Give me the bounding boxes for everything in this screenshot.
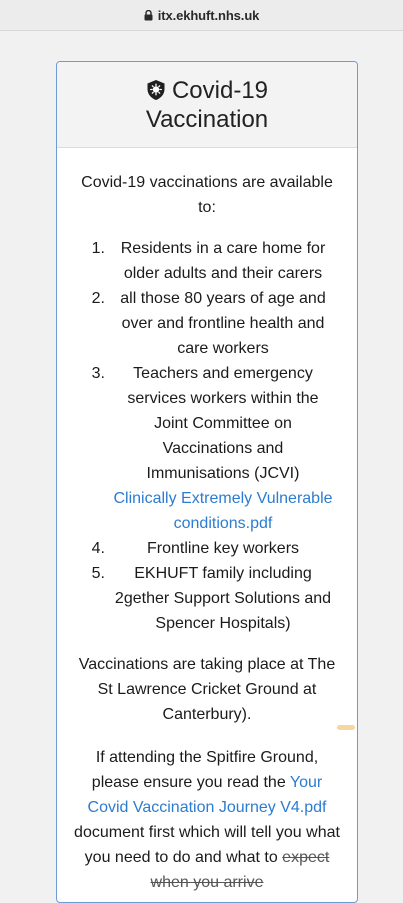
scroll-highlight-mark bbox=[337, 725, 355, 730]
list-number: 2. bbox=[91, 290, 105, 307]
card-body bbox=[57, 148, 357, 895]
list-number: 3. bbox=[91, 365, 105, 382]
list-item bbox=[71, 561, 343, 636]
list-number: 1. bbox=[91, 240, 105, 257]
url-text: itx.ekhuft.nhs.uk bbox=[157, 7, 260, 23]
address-bar[interactable] bbox=[0, 0, 403, 31]
spitfire-text-after: document first which will tell you what you need to do and what to bbox=[74, 824, 340, 866]
intro-text: Covid-19 vaccinations are available to: bbox=[81, 174, 333, 216]
card-title-line1: Covid-19 bbox=[171, 76, 269, 104]
eligibility-list bbox=[71, 236, 343, 636]
list-text: EKHUFT family including 2gether Support Solutions and Spencer Hospitals) bbox=[114, 565, 332, 632]
card-title-line2: Vaccination bbox=[145, 105, 269, 133]
lock-icon bbox=[144, 10, 153, 21]
location-text: Vaccinations are taking place at The St Lawrence Cricket Ground at Canterbury). bbox=[78, 656, 336, 723]
list-item bbox=[71, 536, 343, 561]
shield-virus-icon bbox=[146, 79, 166, 101]
list-text: all those 80 years of age and over and frontline health and care workers bbox=[120, 290, 326, 357]
list-number: 5. bbox=[91, 565, 105, 582]
card-header bbox=[57, 62, 357, 148]
list-item bbox=[71, 361, 343, 536]
spitfire-text-before: If attending the Spitfire Ground, please ensure you read the bbox=[91, 749, 319, 791]
cev-conditions-pdf-link[interactable]: Clinically Extremely Vulnerable conditions.pdf bbox=[113, 490, 333, 532]
list-item bbox=[71, 286, 343, 361]
list-text: Teachers and emergency services workers within the Joint Committee on Vaccinations and Immunisations (JCVI) bbox=[127, 365, 319, 482]
list-item bbox=[71, 236, 343, 286]
list-text: Residents in a care home for older adults and their carers bbox=[120, 240, 326, 282]
list-text: Frontline key workers bbox=[146, 540, 300, 557]
list-item-3-body bbox=[111, 361, 343, 536]
journey-pdf-link[interactable]: Your Covid Vaccination Journey V4.pdf bbox=[87, 774, 327, 816]
vaccination-card bbox=[56, 61, 358, 903]
list-number: 4. bbox=[91, 540, 105, 557]
cut-off-text: expect when you arrive bbox=[150, 849, 330, 891]
spitfire-paragraph bbox=[71, 745, 343, 895]
